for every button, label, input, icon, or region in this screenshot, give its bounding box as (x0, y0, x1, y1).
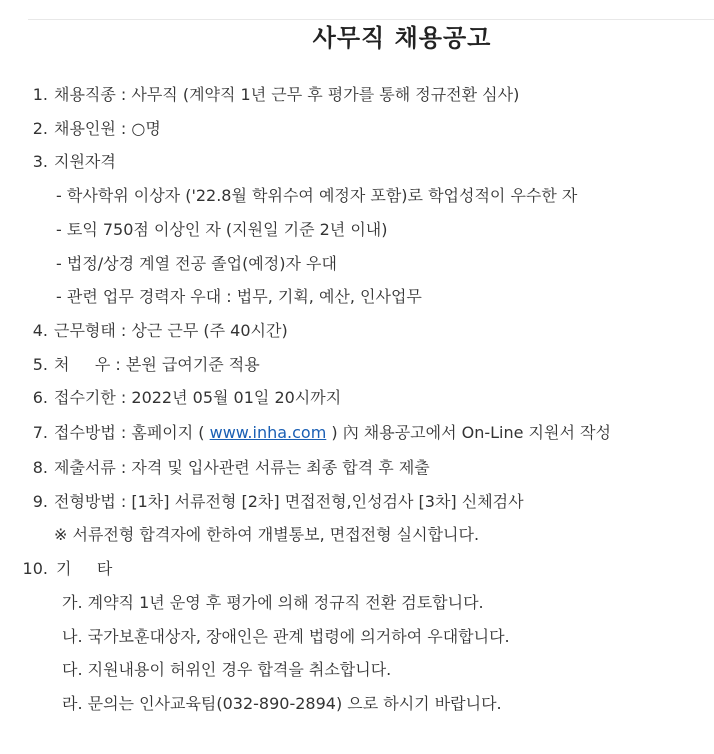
item-number: 3. (32, 152, 48, 171)
item-number: 1. (32, 85, 48, 104)
page-title: 사무직 채용공고 (312, 24, 492, 52)
item-text: 채용인원 : ○명 (54, 119, 161, 138)
item-text: 근무형태 : 상근 근무 (주 40시간) (54, 321, 288, 340)
item-number: 10. (22, 559, 48, 578)
item-text: 채용직종 : 사무직 (계약직 1년 근무 후 평가를 통해 정규전환 심사) (54, 85, 520, 104)
item-number: 9. (32, 492, 48, 511)
homepage-link[interactable]: www.inha.com (209, 423, 327, 442)
item-number: 7. (32, 423, 48, 442)
apply-method-prefix: 접수방법 : 홈페이지 ( (54, 423, 210, 442)
item-number: 2. (32, 119, 48, 138)
item-text: 지원자격 (54, 152, 116, 171)
apply-method-suffix: ) 內 채용공고에서 On-Line 지원서 작성 (326, 423, 611, 442)
item-number: 5. (32, 355, 48, 374)
item-text: 전형방법 : [1차] 서류전형 [2차] 면접전형,인성검사 [3차] 신체검사 (54, 492, 524, 511)
item-number: 4. (32, 321, 48, 340)
item-number: 8. (32, 458, 48, 477)
item-text: 기 타 (56, 559, 113, 578)
item-text: 제출서류 : 자격 및 입사관련 서류는 최종 합격 후 제출 (54, 458, 430, 477)
item-number: 6. (32, 388, 48, 407)
item-text: 접수기한 : 2022년 05월 01일 20시까지 (54, 388, 342, 407)
item-text: 처 우 : 본원 급여기준 적용 (54, 355, 260, 374)
